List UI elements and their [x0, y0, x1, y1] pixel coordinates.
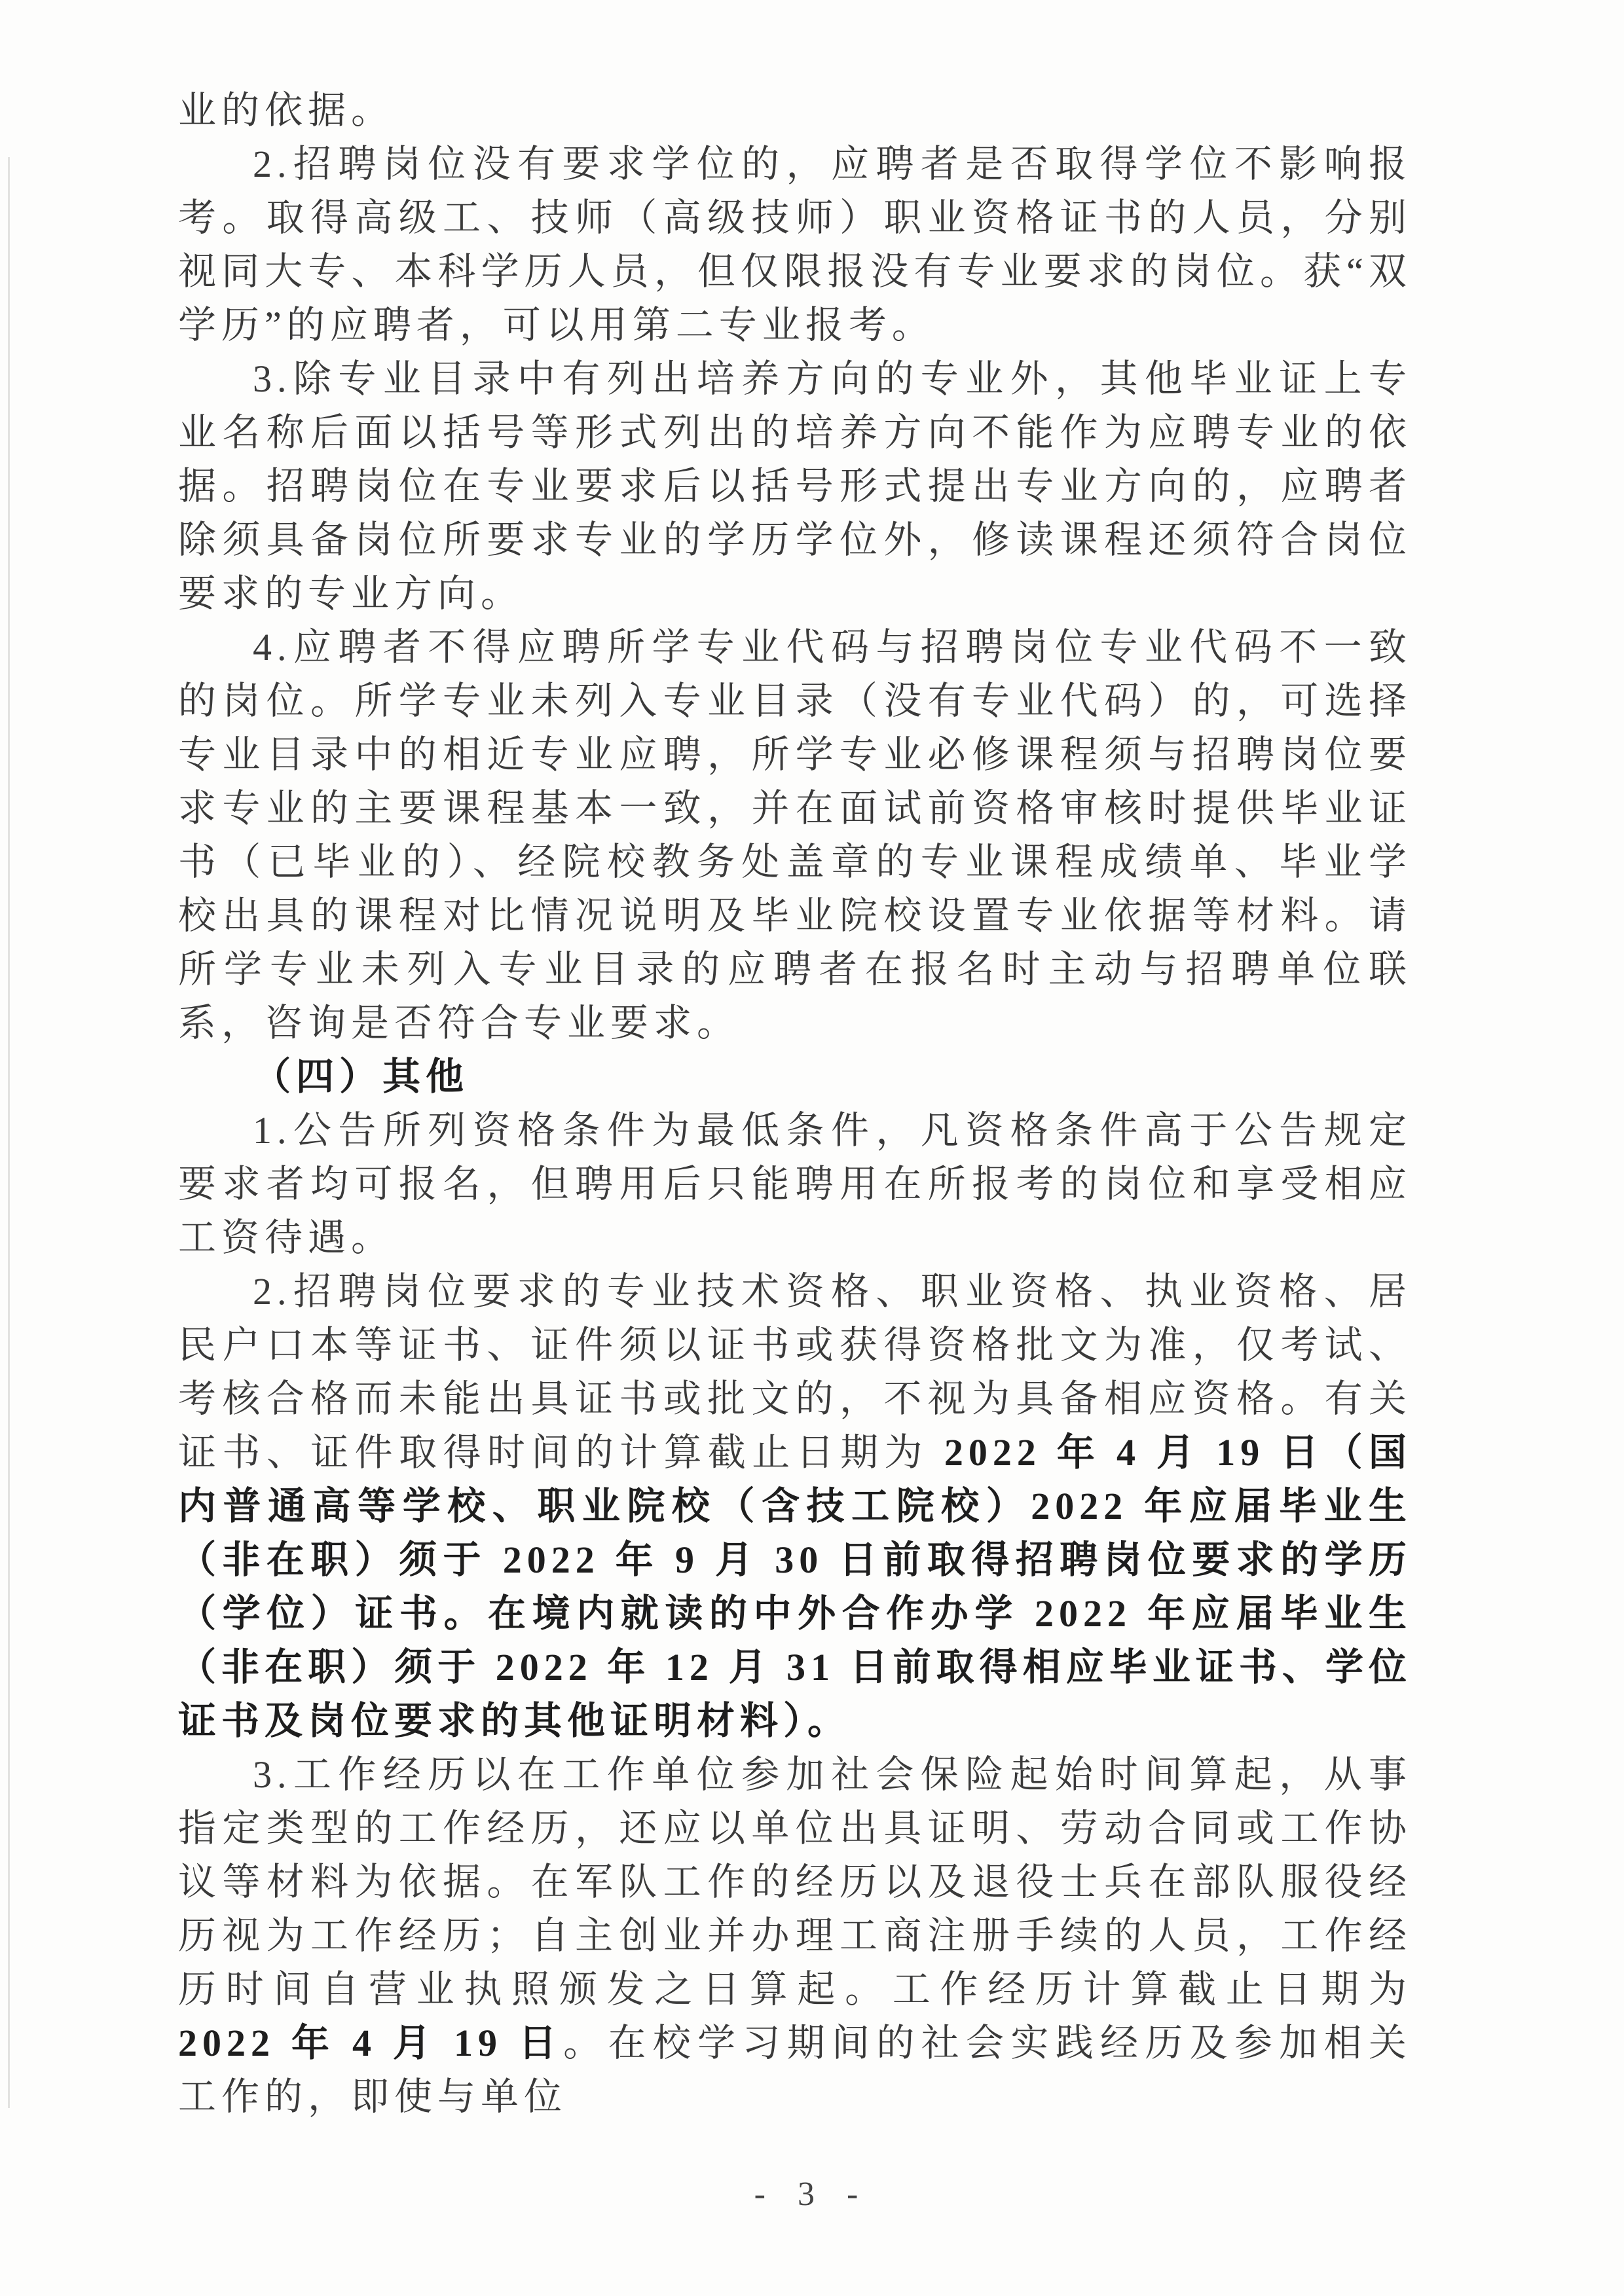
page-number: - 3 - — [754, 2176, 870, 2213]
paragraph — [178, 1265, 1412, 1748]
text-run: 业的依据。 — [178, 89, 395, 132]
text-run: 2.招聘岗位要求的专业技术资格、职业资格、执业资格、居民户口本等证书、证件须以证书或获得资格批文为准，仅考试、考核合格而未能出具证书或批文的，不视为具备相应资格。有关证书、证件取得时间的计算截止日期为 — [178, 1270, 1412, 1474]
paragraph — [178, 84, 1412, 137]
section-heading — [178, 1050, 1412, 1104]
paragraph — [178, 621, 1412, 1050]
paragraph — [178, 1104, 1412, 1265]
bold-text-run: （四）其他 — [253, 1055, 470, 1098]
text-run: 2.招聘岗位没有要求学位的，应聘者是否取得学位不影响报考。取得高级工、技师（高级技师）职业资格证书的人员，分别视同大专、本科学历人员，但仅限报没有专业要求的岗位。获“双学历”的应聘者，可以用第二专业报考。 — [178, 143, 1412, 346]
document-body — [178, 84, 1412, 2124]
paragraph — [178, 352, 1412, 621]
bold-text-run: 2022 年 4 月 19 日（国内普通高等学校、职业院校（含技工院校）2022 年应届毕业生（非在职）须于 2022 年 9 月 30 日前取得招聘岗位要求的学历（学位）证书。在境内就读的中外合作办学 2022 年应届毕业生（非在职）须于 2022 年 12 月 31 日前取得相应毕业证书、学位证书及岗位要求的其他证明材料）。 — [178, 1431, 1412, 1742]
text-run: 1.公告所列资格条件为最低条件，凡资格条件高于公告规定要求者均可报名，但聘用后只能聘用在所报考的岗位和享受相应工资待遇。 — [178, 1109, 1412, 1259]
text-run: 3.工作经历以在工作单位参加社会保险起始时间算起，从事指定类型的工作经历，还应以单位出具证明、劳动合同或工作协议等材料为依据。在军队工作的经历以及退役士兵在部队服役经历视为工作经历；自主创业并办理工商注册手续的人员，工作经历时间自营业执照颁发之日算起。工作经历计算截止日期为 — [178, 1753, 1412, 2011]
text-run: 4.应聘者不得应聘所学专业代码与招聘岗位专业代码不一致的岗位。所学专业未列入专业目录（没有专业代码）的，可选择专业目录中的相近专业应聘，所学专业必修课程须与招聘岗位要求专业的主要课程基本一致，并在面试前资格审核时提供毕业证书（已毕业的）、经院校教务处盖章的专业课程成绩单、毕业学校出具的课程对比情况说明及毕业院校设置专业依据等材料。请所学专业未列入专业目录的应聘者在报名时主动与招聘单位联系，咨询是否符合专业要求。 — [178, 626, 1412, 1044]
scan-seam-artifact — [8, 157, 10, 2108]
bold-text-run: 2022 年 4 月 19 日 — [178, 2022, 564, 2064]
text-run: 3.除专业目录中有列出培养方向的专业外，其他毕业证上专业名称后面以括号等形式列出的培养方向不能作为应聘专业的依据。招聘岗位在专业要求后以括号形式提出专业方向的，应聘者除须具备岗位所要求专业的学历学位外，修读课程还须符合岗位要求的专业方向。 — [178, 357, 1412, 615]
paragraph — [178, 1748, 1412, 2124]
text-run: 。在校学习期间的社会实践经历及参加相关工作的，即使与单位 — [178, 2022, 1412, 2118]
page-footer — [0, 2175, 1624, 2214]
paragraph — [178, 137, 1412, 352]
